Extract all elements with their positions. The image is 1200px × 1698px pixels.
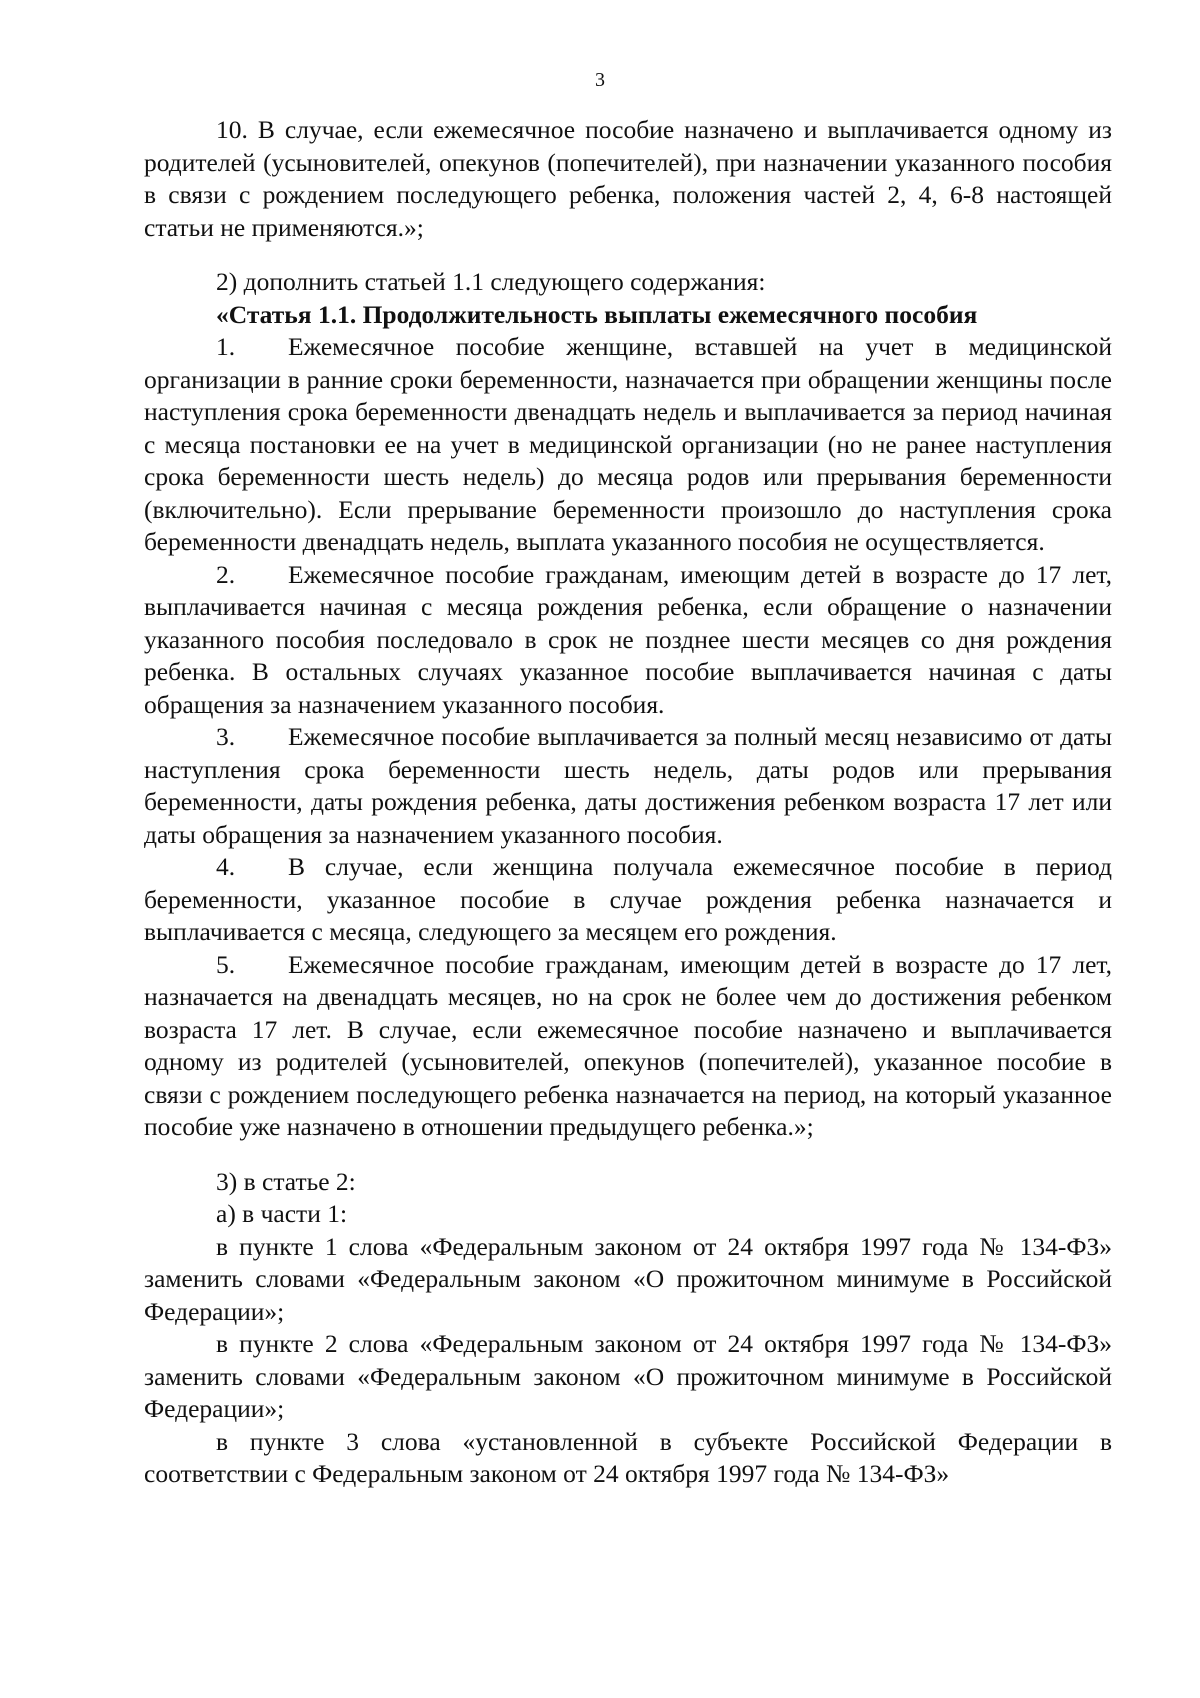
amendment-3a: а) в части 1:: [216, 1199, 348, 1228]
page-number: 3: [595, 69, 605, 91]
item-number: 3.: [216, 722, 236, 751]
point-1-paragraph: в пункте 1 слова «Федеральным законом от 24 октября 1997 года № 134-ФЗ» заменить словами «Федеральным законом «О прожиточном минимуме в Российской Федерации»;: [144, 1231, 1112, 1326]
item-number: 2.: [216, 559, 236, 589]
item-text: Ежемесячное пособие выплачивается за полный месяц независимо от даты наступления срока беременности шесть недель, даты родов или прерывания беременности, даты рождения ребенка, даты достижения ребенком возраста 17 лет или даты обращения за назначением указанного пособия.: [144, 722, 1112, 849]
article-item: [144, 331, 1112, 559]
point-2-paragraph: в пункте 2 слова «Федеральным законом от 24 октября 1997 года № 134-ФЗ» заменить словами «Федеральным законом «О прожиточном минимуме в Российской Федерации»;: [144, 1329, 1112, 1423]
article-item: [144, 721, 1112, 851]
intro-paragraph: 10. В случае, если ежемесячное пособие назначено и выплачивается одному из родителей (усыновителей, опекунов (попечителей), при назначении указанного пособия в связи с рождением последующего ребенка, положения частей 2, 4, 6-8 настоящей статьи не применяются.»;: [144, 115, 1112, 242]
amendment-2: 2) дополнить статьей 1.1 следующего содержания:: [216, 267, 766, 296]
item-text: Ежемесячное пособие женщине, вставшей на учет в медицинской организации в ранние сроки беременности, назначается при обращении женщины после наступления срока беременности двенадцать недель и выплачивается за период начиная с месяца постановки ее на учет в медицинской организации (но не ранее наступления срока беременности шесть недель) до месяца родов или прерывания беременности (включительно). Если прерывание беременности произошло до наступления срока беременности двенадцать недель, выплата указанного пособия не осуществляется.: [144, 332, 1112, 556]
article-title: «Статья 1.1. Продолжительность выплаты ежемесячного пособия: [216, 299, 978, 329]
amendment-3: 3) в статье 2:: [216, 1166, 356, 1196]
item-number: 4.: [216, 852, 236, 881]
item-number: 1.: [216, 332, 236, 361]
item-text: Ежемесячное пособие гражданам, имеющим детей в возрасте до 17 лет, назначается на двенадцать месяцев, но на срок не более чем до достижения ребенком возраста 17 лет. В случае, если ежемесячное пособие назначено и выплачивается одному из родителей (усыновителей, опекунов (попечителей), указанное пособие в связи с рождением последующего ребенка назначается на период, на который указанное пособие уже назначено в отношении предыдущего ребенка.»;: [144, 949, 1112, 1141]
item-number: 5.: [216, 949, 236, 979]
article-item: [144, 949, 1112, 1144]
article-item: [144, 559, 1112, 722]
point-3-paragraph: в пункте 3 слова «установленной в субъекте Российской Федерации в соответствии с Федеральным законом от 24 октября 1997 года № 134-ФЗ»: [144, 1426, 1112, 1488]
item-text: В случае, если женщина получала ежемесячное пособие в период беременности, указанное пособие в случае рождения ребенка назначается и выплачивается с месяца, следующего за месяцем его рождения.: [144, 852, 1112, 946]
document-body: [144, 114, 1112, 1491]
item-text: Ежемесячное пособие гражданам, имеющим детей в возрасте до 17 лет, выплачивается начиная с месяца рождения ребенка, если обращение о назначении указанного пособия последовало в срок не позднее шести месяцев со дня рождения ребенка. В остальных случаях указанное пособие выплачивается начиная с даты обращения за назначением указанного пособия.: [144, 559, 1112, 719]
article-item: [144, 851, 1112, 949]
